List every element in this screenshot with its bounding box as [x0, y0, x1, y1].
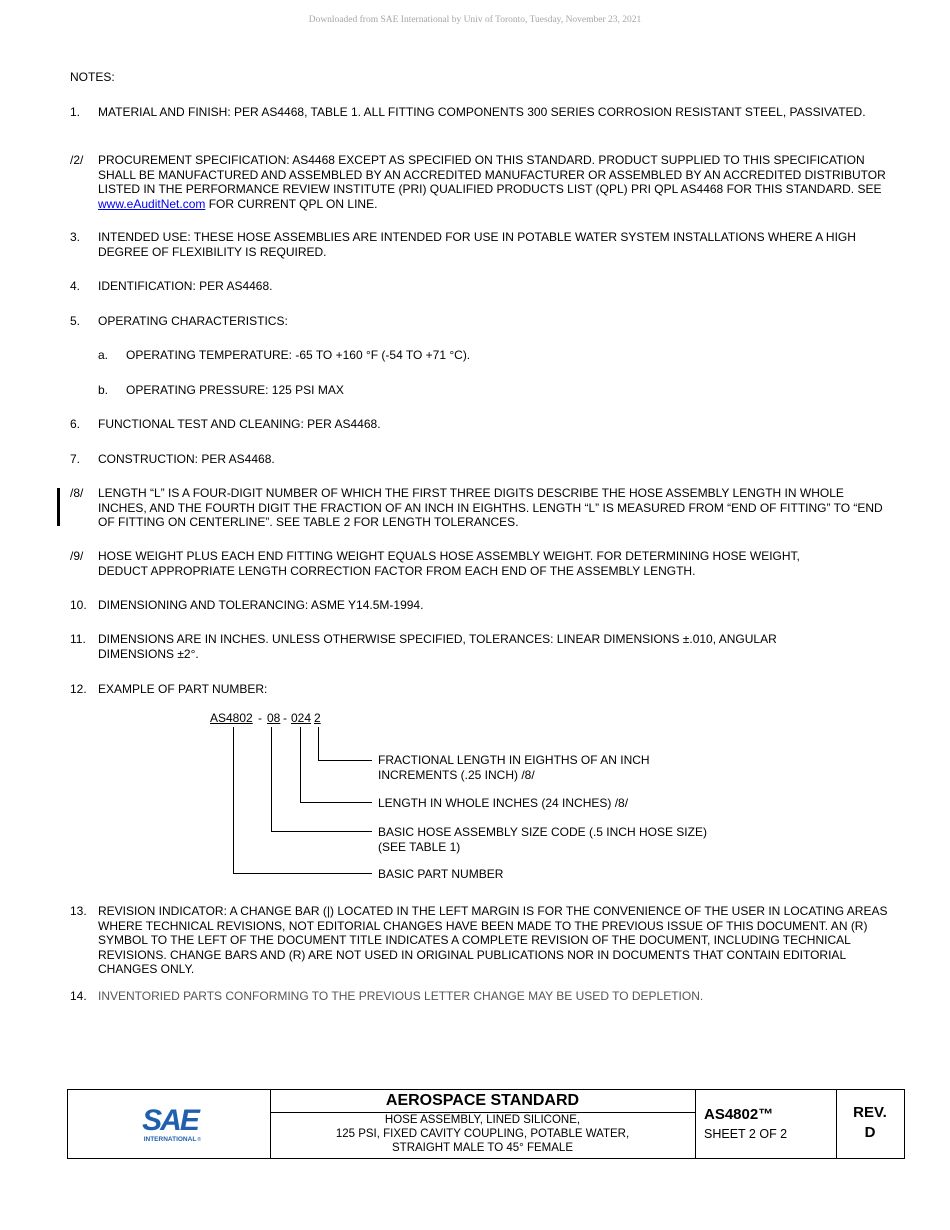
note-2-text-before: PROCUREMENT SPECIFICATION: AS4468 EXCEPT AS SPECIFIED ON THIS STANDARD. PRODUCT SUPPLIED TO THIS SPECIFICATION SHALL BE MANUFACTURED AND ASSEMBLED BY AN ACCREDITED MANUFACTURER OR ASSEMBLED BY AN ACCREDITED DISTRIBUTOR LISTED IN THE PERFORMANCE REVIEW INSTITUTE (PRI) QUALIFIED PRODUCTS LIST (QPL) PRI QPL AS4468 FOR THIS STANDARD. SEE [98, 153, 886, 196]
eauditnet-link[interactable]: www.eAuditNet.com [98, 196, 206, 211]
note-12-number: 12. [70, 682, 87, 696]
note-4-number: 4. [70, 279, 81, 293]
note-11-number: 11. [70, 632, 86, 646]
note-9-number: /9/ [70, 549, 84, 563]
revision-label: REV. [853, 1104, 887, 1121]
pn-base: AS4802 [210, 711, 253, 725]
document-title-line2: 125 PSI, FIXED CAVITY COUPLING, POTABLE WATER, [335, 1128, 630, 1140]
title-block-docno-cell [695, 1090, 837, 1158]
leader-base [234, 727, 373, 874]
leader-fraction [319, 727, 373, 761]
note-9-text: HOSE WEIGHT PLUS EACH END FITTING WEIGHT EQUALS HOSE ASSEMBLY WEIGHT. FOR DETERMINING HOSE WEIGHT, DEDUCT APPROPRIATE LENGTH CORRECTION FACTOR FROM EACH END OF THE ASSEMBLY LENGTH. [98, 549, 800, 578]
sae-logo [137, 1100, 203, 1144]
note-10-text: DIMENSIONING AND TOLERANCING: ASME Y14.5M-1994. [98, 598, 424, 612]
note-11-text: DIMENSIONS ARE IN INCHES. UNLESS OTHERWISE SPECIFIED, TOLERANCES: LINEAR DIMENSIONS ±.010, ANGULAR DIMENSIONS ±2°. [98, 632, 777, 661]
note-3-text: INTENDED USE: THESE HOSE ASSEMBLIES ARE INTENDED FOR USE IN POTABLE WATER SYSTEM INSTALLATIONS WHERE A HIGH DEGREE OF FLEXIBILITY IS REQUIRED. [98, 230, 856, 259]
title-block [67, 1089, 905, 1159]
callout-fraction-line2: INCREMENTS (.25 INCH) /8/ [378, 767, 535, 782]
callout-size-line2: (SEE TABLE 1) [378, 839, 461, 854]
note-13-text: REVISION INDICATOR: A CHANGE BAR (|) LOCATED IN THE LEFT MARGIN IS FOR THE CONVENIENCE OF THE USER IN LOCATING AREAS WHERE TECHNICAL REVISIONS, NOT EDITORIAL CHANGES HAVE BEEN MADE TO THE PREVIOUS ISSUE OF THIS DOCUMENT. AN (R) SYMBOL TO THE LEFT OF THE DOCUMENT TITLE INDICATES A COMPLETE REVISION OF THE DOCUMENT, INCLUDING TECHNICAL REVISIONS. CHANGE BARS AND (R) ARE NOT USED IN ORIGINAL PUBLICATIONS NOR IN DOCUMENTS THAT CONTAIN EDITORIAL CHANGES ONLY. [98, 904, 888, 976]
sae-logo-subtext: INTERNATIONAL [143, 1136, 197, 1143]
note-7-text: CONSTRUCTION: PER AS4468. [98, 452, 275, 466]
pn-separator-1: - [258, 711, 262, 725]
note-1-number: 1. [70, 105, 81, 119]
note-6-text: FUNCTIONAL TEST AND CLEANING: PER AS4468. [98, 417, 381, 431]
note-14-number: 14. [70, 989, 87, 1003]
pn-size: 08 [267, 711, 281, 725]
callout-base: BASIC PART NUMBER [378, 867, 504, 881]
note-13-number: 13. [70, 904, 87, 918]
note-14-text: INVENTORIED PARTS CONFORMING TO THE PREVIOUS LETTER CHANGE MAY BE USED TO DEPLETION. [98, 989, 704, 1003]
document-title-line1: HOSE ASSEMBLY, LINED SILICONE, [384, 1114, 581, 1126]
note-5a-text: OPERATING TEMPERATURE: -65 TO +160 °F (-54 TO +71 °C). [126, 348, 471, 362]
sae-logo-registered-mark: ® [197, 1137, 201, 1143]
leader-size [272, 727, 373, 832]
title-block-rev-cell [836, 1090, 904, 1158]
callout-size [378, 825, 707, 854]
note-5b-label: b. [98, 383, 109, 397]
download-notice: Downloaded from SAE International by Univ of Toronto, Tuesday, November 23, 2021 [308, 15, 642, 25]
note-2-text-after: FOR CURRENT QPL ON LINE. [205, 196, 378, 211]
note-3-number: 3. [70, 230, 81, 244]
note-5-number: 5. [70, 314, 81, 328]
note-8-number: /8/ [70, 486, 84, 500]
title-block-title-cell [270, 1090, 696, 1158]
revision [836, 1103, 904, 1143]
callout-inches: LENGTH IN WHOLE INCHES (24 INCHES) /8/ [378, 796, 629, 810]
note-5b-text: OPERATING PRESSURE: 125 PSI MAX [126, 383, 344, 397]
pn-fraction: 2 [314, 711, 321, 725]
revision-value: D [864, 1124, 876, 1141]
sheet-number: SHEET 2 OF 2 [704, 1127, 788, 1141]
pn-inches: 024 [291, 711, 312, 725]
document-number: AS4802™ [704, 1106, 774, 1123]
note-6-number: 6. [70, 417, 81, 431]
leader-inches [301, 727, 373, 803]
note-4-text: IDENTIFICATION: PER AS4468. [98, 279, 273, 293]
note-8-text: LENGTH “L” IS A FOUR-DIGIT NUMBER OF WHICH THE FIRST THREE DIGITS DESCRIBE THE HOSE ASSEMBLY LENGTH IN WHOLE INCHES, AND THE FOURTH DIGIT THE FRACTION OF AN INCH IN EIGHTHS. LENGTH “L” IS MEASURED FROM “END OF FITTING” TO “END OF FITTING ON CENTERLINE”. SEE TABLE 2 FOR LENGTH TOLERANCES. [98, 486, 883, 529]
note-7-number: 7. [70, 452, 81, 466]
note-5-text: OPERATING CHARACTERISTICS: [98, 314, 288, 328]
notes-heading: NOTES: [70, 70, 115, 84]
note-10-number: 10. [70, 598, 87, 612]
pn-separator-2: - [283, 711, 287, 725]
note-12-text: EXAMPLE OF PART NUMBER: [98, 682, 268, 696]
callout-size-line1: BASIC HOSE ASSEMBLY SIZE CODE (.5 INCH HOSE SIZE) [378, 825, 707, 839]
callout-fraction [378, 753, 650, 782]
note-5a-label: a. [98, 348, 109, 362]
document-title [270, 1113, 695, 1155]
title-block-logo-cell [68, 1090, 271, 1158]
note-1-text: MATERIAL AND FINISH: PER AS4468, TABLE 1. ALL FITTING COMPONENTS 300 SERIES CORROSION RESISTANT STEEL, PASSIVATED. [98, 105, 866, 119]
callout-fraction-line1: FRACTIONAL LENGTH IN EIGHTHS OF AN INCH [378, 753, 650, 767]
document-title-line3: STRAIGHT MALE TO 45° FEMALE [392, 1142, 573, 1154]
note-2-number: /2/ [70, 153, 84, 167]
sae-logo-letters: SAE [142, 1104, 198, 1137]
document-type-heading: AEROSPACE STANDARD [270, 1090, 695, 1113]
